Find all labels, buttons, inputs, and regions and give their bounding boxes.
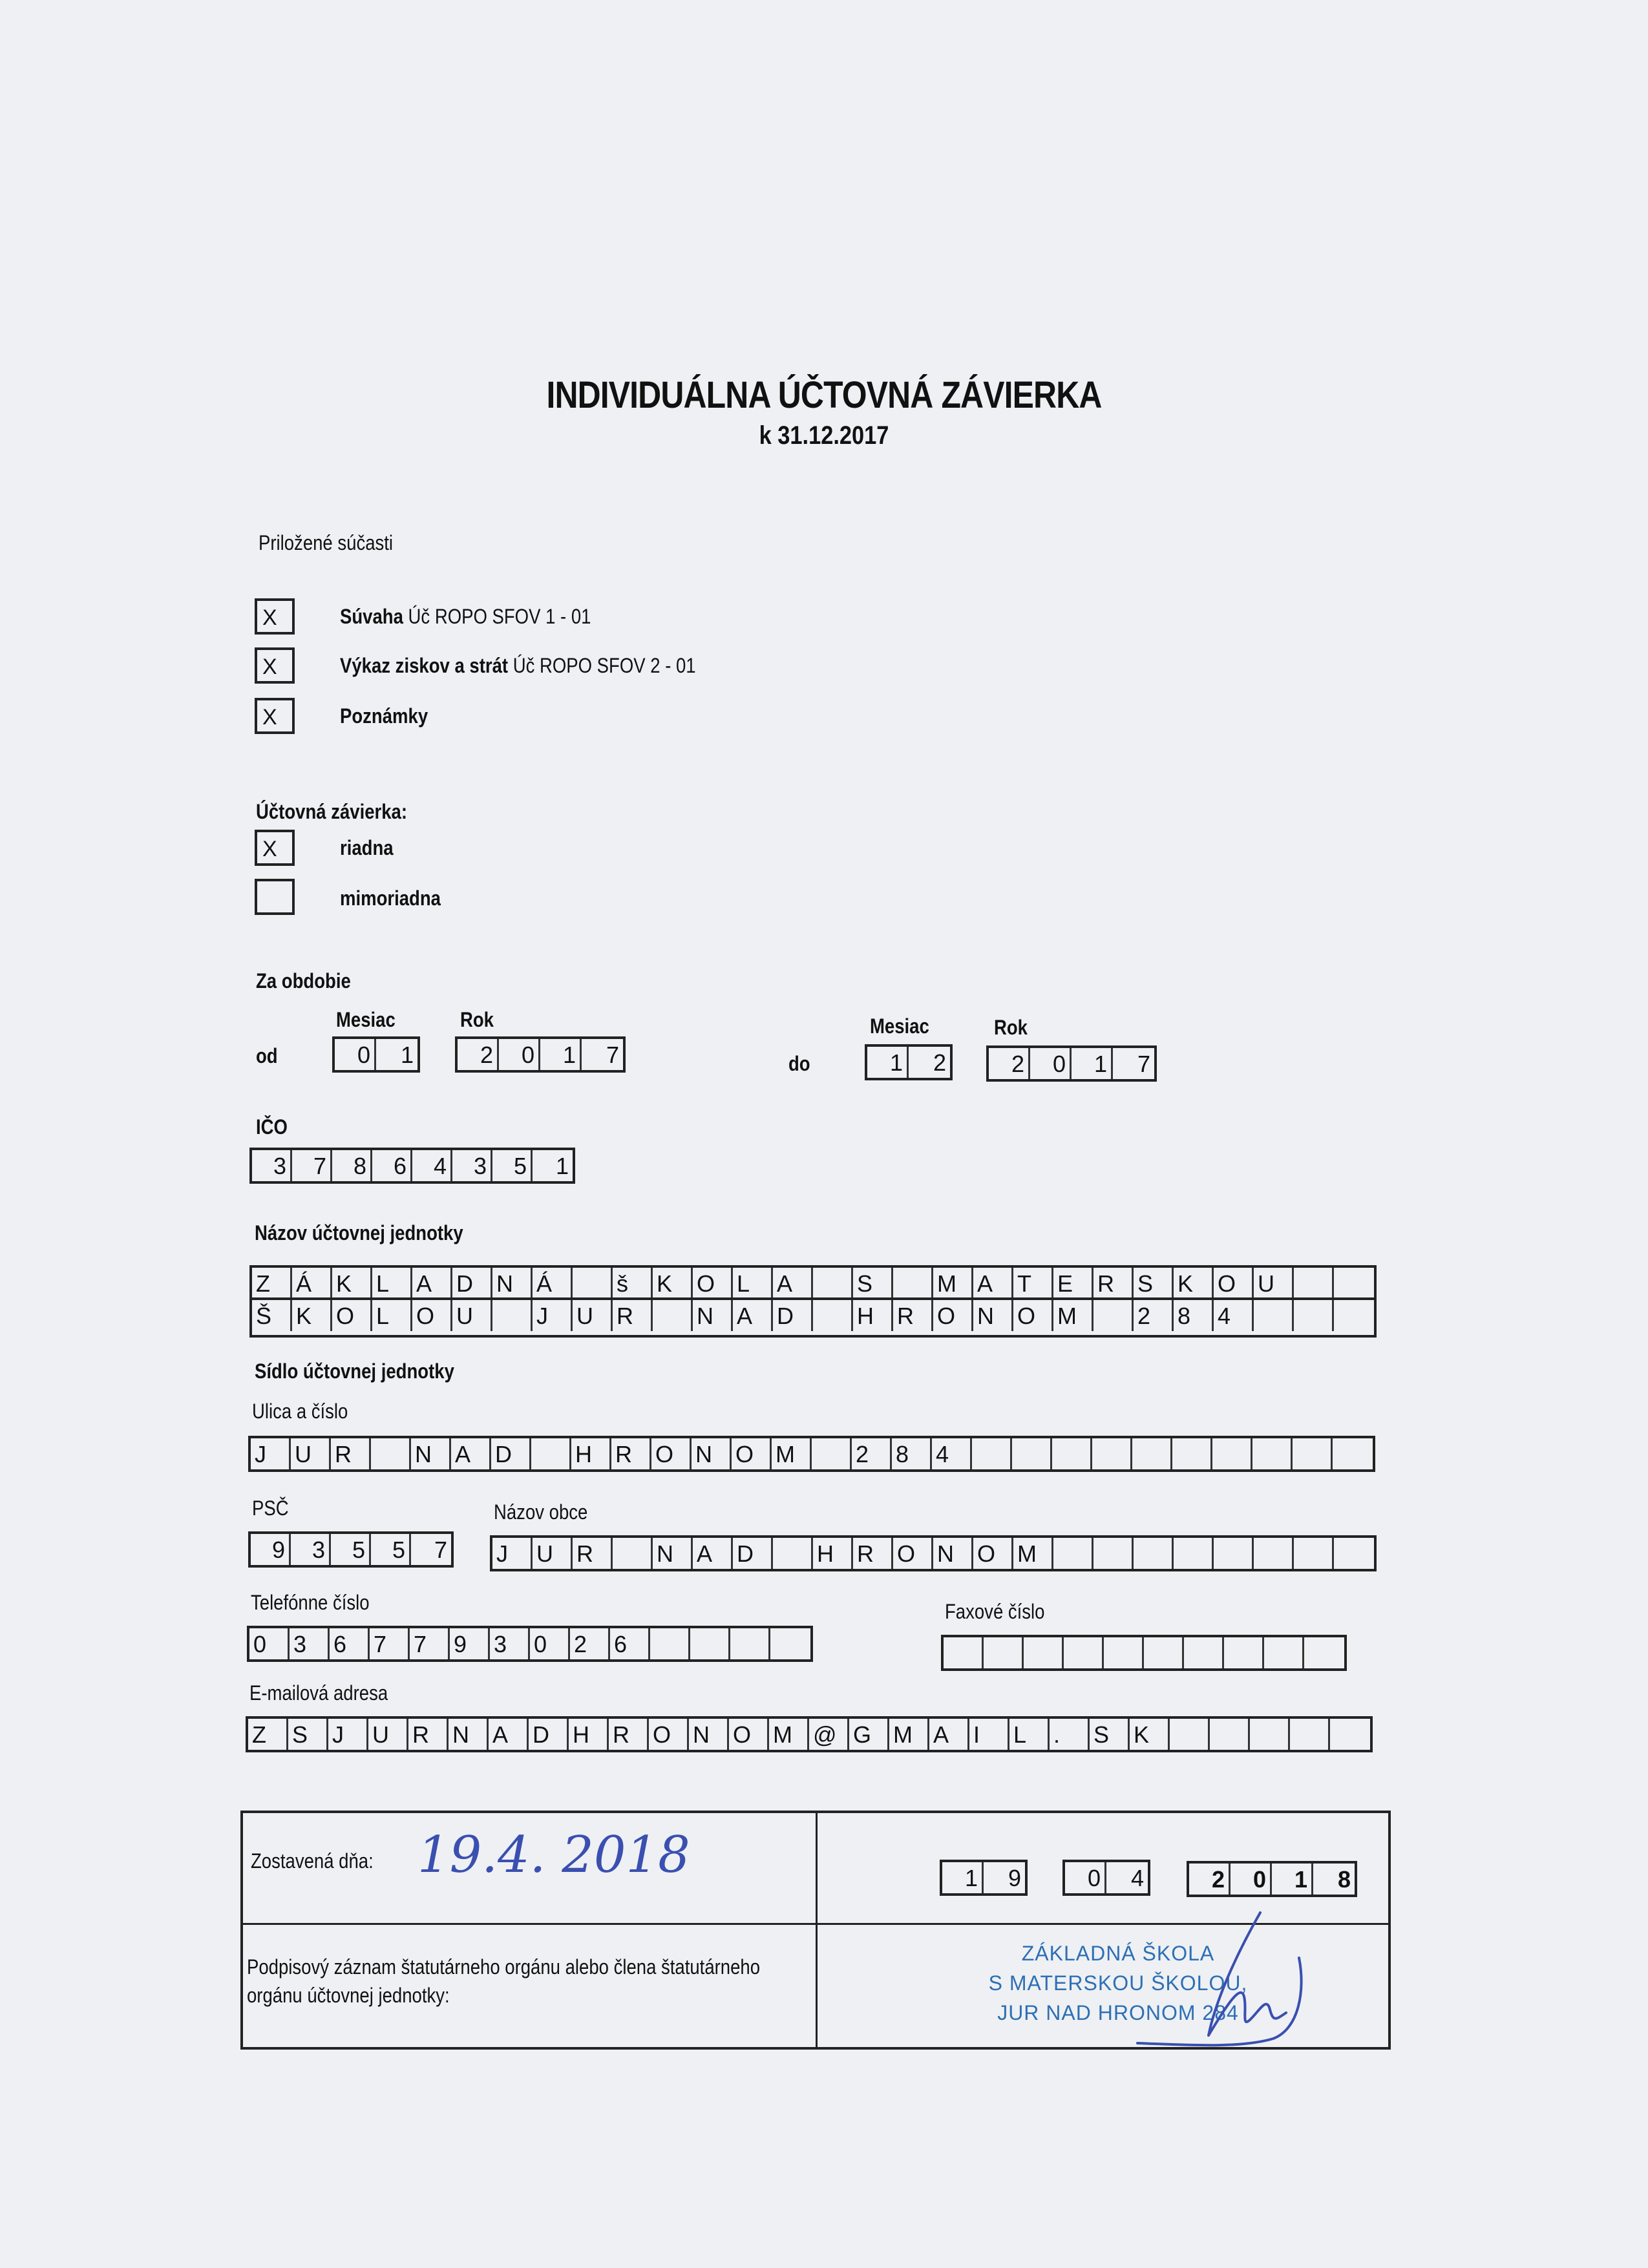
phone-digit[interactable]: 3 [490,1628,530,1659]
city-label: Názov obce [494,1500,588,1524]
entity-name-char[interactable]: 8 [1174,1300,1214,1331]
street-char[interactable]: R [331,1438,371,1469]
to-month-label: Mesiac [870,1014,929,1038]
email-char[interactable]: L [1009,1719,1050,1750]
entity-name-char[interactable]: 2 [1134,1300,1174,1331]
fax-digit[interactable] [1224,1637,1264,1668]
phone-digit[interactable] [690,1628,730,1659]
city-char[interactable]: U [533,1538,573,1569]
entity-name-char[interactable]: A [973,1268,1013,1299]
entity-name-char[interactable]: K [1174,1268,1214,1299]
entity-name-char[interactable]: S [853,1268,893,1299]
city-char[interactable] [1053,1538,1093,1569]
city-char[interactable] [1174,1538,1214,1569]
psc-digit[interactable]: 5 [331,1534,371,1565]
email-char[interactable]: N [449,1719,489,1750]
to-year-digit[interactable]: 0 [1030,1048,1072,1079]
phone-digit[interactable]: 6 [330,1628,370,1659]
footer-divider-vertical [816,1811,818,2050]
email-char[interactable]: @ [809,1719,849,1750]
phone-digit[interactable] [730,1628,770,1659]
phone-digit[interactable] [650,1628,690,1659]
entity-name-char[interactable]: Z [252,1268,292,1299]
ico-digit[interactable]: 6 [372,1150,412,1181]
entity-name-char[interactable]: R [893,1300,933,1331]
city-char[interactable] [1254,1538,1294,1569]
city-char[interactable] [1214,1538,1254,1569]
street-char[interactable]: N [692,1438,732,1469]
psc-label: PSČ [252,1496,289,1520]
entity-name-char[interactable]: N [693,1300,733,1331]
date-day-digit[interactable]: 1 [942,1862,984,1893]
city-char[interactable]: A [693,1538,733,1569]
entity-name-char[interactable]: O [693,1268,733,1299]
street-char[interactable]: N [411,1438,451,1469]
street-char[interactable] [1132,1438,1172,1469]
phone-boxes[interactable] [247,1626,813,1662]
street-char[interactable]: M [772,1438,812,1469]
ico-digit[interactable]: 8 [332,1150,372,1181]
street-char[interactable] [1293,1438,1333,1469]
to-month-boxes[interactable] [865,1044,953,1080]
email-char[interactable]: J [328,1719,368,1750]
compiled-handwritten-date: 19.4. 2018 [417,1826,690,1884]
entity-name-line2[interactable] [249,1297,1377,1338]
email-char[interactable]: A [929,1719,969,1750]
email-char[interactable]: O [729,1719,769,1750]
fax-digit[interactable] [1104,1637,1144,1668]
date-month-boxes[interactable] [1062,1860,1150,1896]
city-char[interactable]: O [893,1538,933,1569]
entity-name-char[interactable] [1334,1268,1374,1299]
email-char[interactable] [1210,1719,1250,1750]
from-year-digit[interactable]: 7 [606,1042,619,1068]
email-char[interactable]: D [529,1719,569,1750]
entity-name-char[interactable]: J [533,1300,573,1331]
street-char[interactable]: U [291,1438,331,1469]
checkbox-vykaz[interactable]: X [255,647,295,684]
to-year-digit[interactable]: 7 [1137,1051,1150,1077]
street-char[interactable] [1092,1438,1132,1469]
page-title: INDIVIDUÁLNA ÚČTOVNÁ ZÁVIERKA [546,374,1102,416]
street-char[interactable] [1212,1438,1252,1469]
email-char[interactable] [1170,1719,1210,1750]
fax-boxes[interactable] [941,1635,1347,1671]
street-char[interactable] [812,1438,852,1469]
phone-label: Telefónne číslo [251,1591,370,1614]
from-month-label: Mesiac [336,1008,396,1031]
email-char[interactable]: R [609,1719,649,1750]
compiled-label: Zostavená dňa: [251,1849,374,1873]
entity-name-char[interactable]: U [1254,1268,1294,1299]
fax-digit[interactable] [1264,1637,1304,1668]
date-year-digit[interactable]: 8 [1337,1866,1351,1893]
entity-name-char[interactable]: M [933,1268,973,1299]
email-char[interactable]: S [1090,1719,1130,1750]
entity-name-char[interactable] [492,1300,533,1331]
email-char[interactable] [1330,1719,1370,1750]
street-label: Ulica a číslo [252,1400,348,1423]
email-char[interactable]: A [489,1719,529,1750]
city-char[interactable]: R [853,1538,893,1569]
entity-name-char[interactable]: L [372,1300,412,1331]
from-month-digit[interactable]: 1 [400,1042,414,1068]
email-char[interactable]: R [408,1719,449,1750]
entity-name-char[interactable] [1254,1300,1294,1331]
city-char[interactable] [1134,1538,1174,1569]
email-label: E-mailová adresa [249,1681,388,1705]
city-char[interactable] [1334,1538,1374,1569]
attachment-vykaz-bold: Výkaz ziskov a strát [340,654,509,677]
to-month-digit[interactable]: 1 [867,1047,909,1078]
from-month-digit[interactable]: 0 [335,1039,376,1070]
entity-name-char[interactable]: O [1013,1300,1053,1331]
ico-label: IČO [256,1115,288,1139]
fax-digit[interactable] [1184,1637,1224,1668]
fax-digit[interactable] [984,1637,1024,1668]
city-char[interactable]: N [653,1538,693,1569]
psc-digit[interactable]: 5 [371,1534,411,1565]
entity-name-char[interactable]: Á [292,1268,332,1299]
from-year-label: Rok [460,1008,494,1031]
entity-name-char[interactable]: D [452,1268,492,1299]
stamp-line2: S MATERSKOU ŠKOLOU, [988,1971,1248,1995]
page-subtitle: k 31.12.2017 [759,421,889,450]
checkbox-suvaha[interactable]: X [255,598,295,635]
entity-name-char[interactable]: D [773,1300,813,1331]
signature-label-line2: orgánu účtovnej jednotky: [247,1984,450,2007]
street-char[interactable] [371,1438,411,1469]
street-char[interactable] [531,1438,571,1469]
street-char[interactable]: 2 [852,1438,892,1469]
attachment-vykaz-label [340,654,696,678]
city-char[interactable]: R [573,1538,613,1569]
attachment-suvaha-code: Úč ROPO SFOV 1 - 01 [403,605,591,628]
entity-name-char[interactable]: L [733,1268,773,1299]
entity-name-char[interactable]: H [853,1300,893,1331]
city-char[interactable]: J [492,1538,533,1569]
email-char[interactable]: I [969,1719,1009,1750]
email-char[interactable]: M [769,1719,809,1750]
city-boxes[interactable] [490,1535,1377,1571]
city-char[interactable]: N [933,1538,973,1569]
to-label: do [788,1052,810,1075]
psc-boxes[interactable] [248,1531,454,1568]
date-day-boxes[interactable] [940,1860,1028,1896]
city-char[interactable] [613,1538,653,1569]
ico-boxes[interactable] [249,1148,575,1184]
phone-digit[interactable]: 6 [610,1628,650,1659]
city-char[interactable] [773,1538,813,1569]
phone-digit[interactable]: 7 [370,1628,410,1659]
fax-label: Faxové číslo [945,1600,1045,1623]
from-year-digit[interactable]: 1 [540,1039,582,1070]
street-char[interactable] [1252,1438,1293,1469]
entity-name-char[interactable]: T [1013,1268,1053,1299]
phone-digit[interactable] [770,1628,810,1659]
entity-name-char[interactable]: U [573,1300,613,1331]
fax-digit[interactable] [1024,1637,1064,1668]
from-year-boxes[interactable] [455,1036,626,1073]
street-char[interactable]: D [491,1438,531,1469]
email-char[interactable] [1250,1719,1290,1750]
street-char[interactable] [972,1438,1012,1469]
to-month-digit[interactable]: 2 [933,1049,946,1076]
entity-name-char[interactable] [573,1268,613,1299]
street-char[interactable]: A [451,1438,491,1469]
city-char[interactable] [1093,1538,1134,1569]
to-year-label: Rok [994,1016,1028,1039]
entity-name-line1[interactable] [249,1265,1377,1300]
phone-digit[interactable]: 0 [530,1628,570,1659]
email-char[interactable]: K [1130,1719,1170,1750]
phone-digit[interactable]: 2 [570,1628,610,1659]
entity-name-char[interactable] [893,1268,933,1299]
signature-scribble [1112,1906,1331,2055]
entity-name-char[interactable]: U [452,1300,492,1331]
checkbox-poznamky[interactable]: X [255,698,295,734]
ico-digit[interactable]: 5 [492,1150,533,1181]
entity-name-char[interactable]: 4 [1214,1300,1254,1331]
ico-digit[interactable]: 4 [412,1150,452,1181]
entity-name-label: Názov účtovnej jednotky [255,1221,463,1244]
ico-digit[interactable]: 1 [555,1153,569,1179]
attachments-label: Priložené súčasti [259,531,394,554]
to-year-digit[interactable]: 1 [1072,1048,1113,1079]
street-char[interactable] [1052,1438,1092,1469]
phone-digit[interactable]: 3 [290,1628,330,1659]
street-char[interactable]: O [651,1438,692,1469]
date-year-boxes[interactable] [1187,1861,1357,1897]
email-char[interactable]: H [569,1719,609,1750]
fax-digit[interactable] [944,1637,984,1668]
email-char[interactable]: G [849,1719,889,1750]
street-boxes[interactable] [248,1436,1375,1472]
street-char[interactable] [1333,1438,1373,1469]
city-char[interactable]: M [1013,1538,1053,1569]
entity-name-char[interactable]: E [1053,1268,1093,1299]
attachment-suvaha-label [340,605,591,629]
psc-digit[interactable]: 7 [434,1537,447,1563]
entity-name-char[interactable] [1093,1300,1134,1331]
entity-name-char[interactable]: K [332,1268,372,1299]
entity-name-char[interactable]: O [412,1300,452,1331]
to-year-boxes[interactable] [986,1045,1157,1082]
entity-name-char[interactable]: š [613,1268,653,1299]
psc-digit[interactable]: 3 [291,1534,331,1565]
date-year-digit[interactable]: 2 [1189,1864,1231,1895]
date-month-digit[interactable]: 4 [1130,1865,1144,1891]
email-char[interactable]: . [1050,1719,1090,1750]
email-char[interactable]: M [889,1719,929,1750]
date-month-digit[interactable]: 0 [1065,1862,1106,1893]
city-char[interactable]: O [973,1538,1013,1569]
ico-digit[interactable]: 3 [452,1150,492,1181]
city-char[interactable]: D [733,1538,773,1569]
attachment-vykaz-code: Úč ROPO SFOV 2 - 01 [508,654,696,677]
signature-label-line1: Podpisový záznam štatutárneho orgánu alebo člena štatutárneho [247,1955,761,1979]
street-char[interactable]: O [732,1438,772,1469]
entity-name-char[interactable] [1334,1300,1374,1331]
street-char[interactable] [1172,1438,1212,1469]
entity-name-char[interactable]: A [733,1300,773,1331]
entity-name-char[interactable]: O [933,1300,973,1331]
phone-digit[interactable]: 9 [450,1628,490,1659]
stamp-line1: ZÁKLADNÁ ŠKOLA [1021,1942,1215,1965]
city-char[interactable] [1294,1538,1334,1569]
phone-digit[interactable]: 7 [410,1628,450,1659]
date-year-digit[interactable]: 0 [1231,1864,1272,1895]
entity-name-char[interactable]: S [1134,1268,1174,1299]
fax-digit[interactable] [1304,1637,1344,1668]
entity-name-char[interactable] [813,1268,853,1299]
from-year-digit[interactable]: 2 [458,1039,499,1070]
city-char[interactable]: H [813,1538,853,1569]
closing-type-label: Účtovná závierka: [256,800,408,823]
ico-digit[interactable]: 7 [292,1150,332,1181]
entity-name-char[interactable]: Á [533,1268,573,1299]
entity-name-char[interactable]: N [492,1268,533,1299]
entity-name-char[interactable]: Š [252,1300,292,1331]
street-char[interactable]: 8 [892,1438,932,1469]
street-char[interactable] [1012,1438,1052,1469]
from-month-boxes[interactable] [332,1036,420,1073]
entity-name-char[interactable]: K [292,1300,332,1331]
riadna-label: riadna [340,836,394,859]
attachment-suvaha-bold: Súvaha [340,605,403,628]
mimoriadna-label: mimoriadna [340,887,441,910]
email-char[interactable]: U [368,1719,408,1750]
entity-name-char[interactable]: A [773,1268,813,1299]
entity-name-char[interactable] [653,1300,693,1331]
street-char[interactable]: H [571,1438,611,1469]
entity-name-char[interactable]: L [372,1268,412,1299]
entity-name-char[interactable] [1294,1300,1334,1331]
checkbox-mimoriadna[interactable] [255,879,295,915]
entity-name-char[interactable]: M [1053,1300,1093,1331]
psc-digit[interactable]: 9 [251,1534,291,1565]
date-day-digit[interactable]: 9 [1008,1865,1021,1891]
email-char[interactable]: Z [248,1719,288,1750]
entity-name-char[interactable]: O [332,1300,372,1331]
from-year-digit[interactable]: 0 [499,1039,540,1070]
entity-name-char[interactable]: A [412,1268,452,1299]
entity-name-char[interactable]: R [1093,1268,1134,1299]
email-char[interactable]: S [288,1719,328,1750]
email-char[interactable]: O [649,1719,689,1750]
email-boxes[interactable] [246,1716,1373,1752]
seat-label: Sídlo účtovnej jednotky [255,1360,454,1383]
email-char[interactable]: N [689,1719,729,1750]
entity-name-char[interactable] [1294,1268,1334,1299]
street-char[interactable]: J [251,1438,291,1469]
entity-name-char[interactable]: N [973,1300,1013,1331]
entity-name-char[interactable] [813,1300,853,1331]
date-year-digit[interactable]: 1 [1272,1864,1313,1895]
email-char[interactable] [1290,1719,1330,1750]
stamp-line3: JUR NAD HRONOM 284 [997,2001,1239,2024]
attachment-poznamky-label: Poznámky [340,704,428,728]
fax-digit[interactable] [1144,1637,1184,1668]
to-year-digit[interactable]: 2 [989,1048,1030,1079]
entity-name-char[interactable]: O [1214,1268,1254,1299]
from-label: od [256,1044,278,1067]
entity-name-char[interactable]: K [653,1268,693,1299]
entity-name-char[interactable]: R [613,1300,653,1331]
street-char[interactable]: 4 [932,1438,972,1469]
street-char[interactable]: R [611,1438,651,1469]
ico-digit[interactable]: 3 [252,1150,292,1181]
checkbox-riadna[interactable]: X [255,830,295,866]
period-label: Za obdobie [256,969,351,992]
fax-digit[interactable] [1064,1637,1104,1668]
phone-digit[interactable]: 0 [249,1628,290,1659]
